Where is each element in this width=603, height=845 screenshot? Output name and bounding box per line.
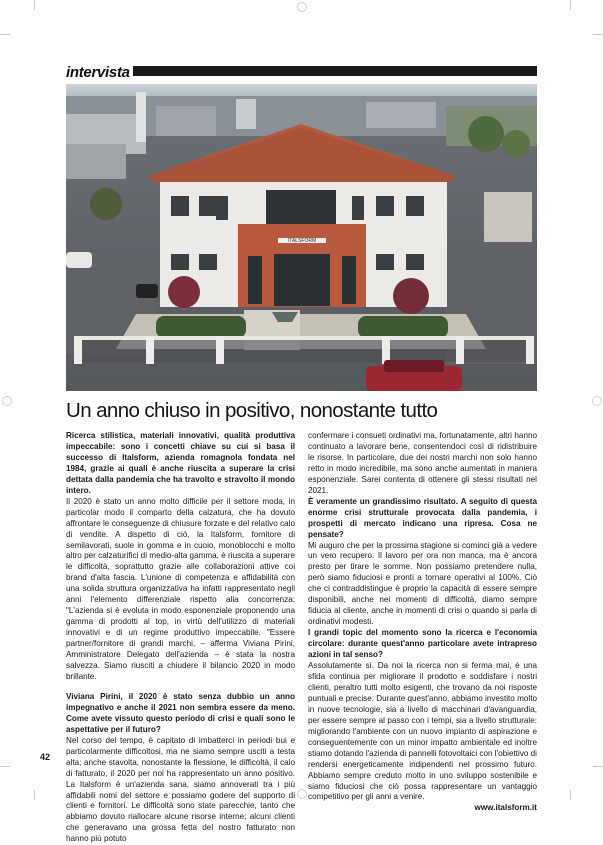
crop-mark (0, 34, 10, 35)
answer-paragraph: Nel corso del tempo, è capitato di imbatterci in periodi bui e particolarmente difficoltosi, ma ne siamo sempre usciti a testa alta; anche stavolta, nonostante la flessione, le difficoltà, il calo di fatturato, il 2020 per noi ha rappresentato un anno positivo. La Italsform è un'azienda sana, siamo annoverati tra i più affidabili nomi del settore e possiamo godere del supporto di clienti e fornitori. Le difficoltà sono state parecchie, tanto che abbiamo dovuto riallocare alcune risorse interne; alcuni clienti che generavano una grossa fetta del nostro fatturato non hanno più potuto (66, 735, 295, 844)
section-bar (133, 66, 537, 76)
answer-paragraph: Assolutamente sì. Da noi la ricerca non si ferma mai, è una sfida continua per migliorare il prodotto e soddisfare i nostri clienti, peraltro tutti molto esigenti, che trovano da noi risposte puntuali e precise. Durante quest'anno, abbiamo investito molto in nuove tecnologie, sia a livello di macchinari d'avanguardia, per essere sempre al passo con i tempi, sia a livello strutturale: migliorando l'ambiente con un nuovo impianto di aspirazione e conseguentemente con un minor impatto ambientale ed inoltre stiamo dotando l'azienda di pannelli fotovoltaici con l'obiettivo di rendersi energeticamente indipendenti nel prossimo futuro. Abbiamo sempre creduto molto in uno sviluppo sostenibile e siamo fiduciosi che ciò possa rappresentare un vantaggio competitivo per gli anni a venire. (308, 661, 537, 802)
crop-mark (593, 766, 603, 767)
headline: Un anno chiuso in positivo, nonostante tutto (66, 399, 438, 422)
crop-mark (570, 790, 571, 800)
registration-mark (297, 2, 307, 12)
question-paragraph: I grandi topic del momento sono la ricerca e l'economia circolare: durante quest'anno particolare avete intrapreso azioni in tal senso? (308, 628, 537, 660)
crop-mark (0, 766, 10, 767)
crop-mark (34, 790, 35, 800)
registration-mark (297, 789, 307, 799)
crop-mark (570, 0, 571, 10)
right-column (308, 431, 537, 814)
crop-mark (34, 0, 35, 10)
crop-mark (593, 34, 603, 35)
paragraph-gap (66, 683, 295, 692)
website-link[interactable]: www.italsform.it (474, 803, 537, 813)
registration-mark (592, 396, 602, 406)
question-paragraph: Ricerca stilistica, materiali innovativi, qualità produttiva impeccabile: sono i concetti chiave su cui si basa il successo di Italsform, azienda romagnola fondata nel 1984, grazie ai quali è anche riuscita a superare la crisi dettata dalla pandemia che ha travolto e stravolto il mondo intero. (66, 431, 295, 495)
section-label: intervista (66, 64, 130, 81)
question-paragraph: Viviana Pirini, il 2020 è stato senza dubbio un anno impegnativo e anche il 2021 non sembra essere da meno. Come avete vissuto questo periodo di crisi e quali sono le aspettative per il futuro? (66, 691, 295, 734)
question-paragraph: È veramente un grandissimo risultato. A seguito di questa enorme crisi strutturale provocata dalla pandemia, i prospetti di mercato indicano una ripresa. Cosa ne pensate? (308, 496, 537, 539)
registration-mark (2, 396, 12, 406)
answer-paragraph: confermare i consueti ordinativi ma, fortunatamente, altri hanno continuato a lavorare bene, consentendoci così di ridistribuire le risorse. In particolare, due dei nostri marchi non solo hanno retto in modo incredibile, ma sono anche aumentati in maniera esponenziale. Sarei contenta di ottenere gli stessi risultati nel 2021. (308, 431, 537, 495)
building-sign: ITALSFORM (287, 238, 317, 244)
building-photo (66, 84, 537, 391)
left-column (66, 431, 295, 845)
page-number: 42 (40, 752, 51, 762)
answer-paragraph: Mi auguro che per la prossima stagione si cominci già a vedere un vero recupero. Il lavoro per ora non manca, ma è ancora presto per tirare le somme. Non possiamo pretendere nulla, però siamo fiduciosi e pronti a tornare operativi al 100%. Ciò che ci contraddistingue è proprio la capacità di essere sempre disponibili, anche nei momenti di difficoltà, diamo sempre fiducia al cliente, anche in momenti di crisi o quando si parla di ordinativi modesti. (308, 540, 537, 627)
answer-paragraph: Il 2020 è stato un anno molto difficile per il settore moda, in particolar modo il comparto della calzatura, che ha dovuto affrontare le conseguenze di chiusure forzate e del relativo calo di vendite. A dispetto di ciò, la Italsform, fornitore di semilavorati, suole in gomma e in cuoio, monoblocchi e molto altro per calzaturifici di medio-alta gamma, è riuscita a superare le difficoltà, soprattutto grazie alle collaborazioni attive coi brand d'alta fascia. L'unione di competenza e affidabilità con una solida struttura organizzativa ha infatti rappresentato negli anni l'elemento differenziale rispetto alla concorrenza: "L'azienda si è evoluta in modo esponenziale proponendo una gamma di prodotti al top, in virtù dell'utilizzo di materiali innovativi e di un regime produttivo impeccabile. "Essere partner/fornitore di grandi marchi, – afferma Viviana Pirini, Amministratore Delegato dell'azienda – è stata la nostra salvezza. Siamo riusciti a chiudere il bilancio 2020 in modo brillante. (66, 496, 295, 681)
